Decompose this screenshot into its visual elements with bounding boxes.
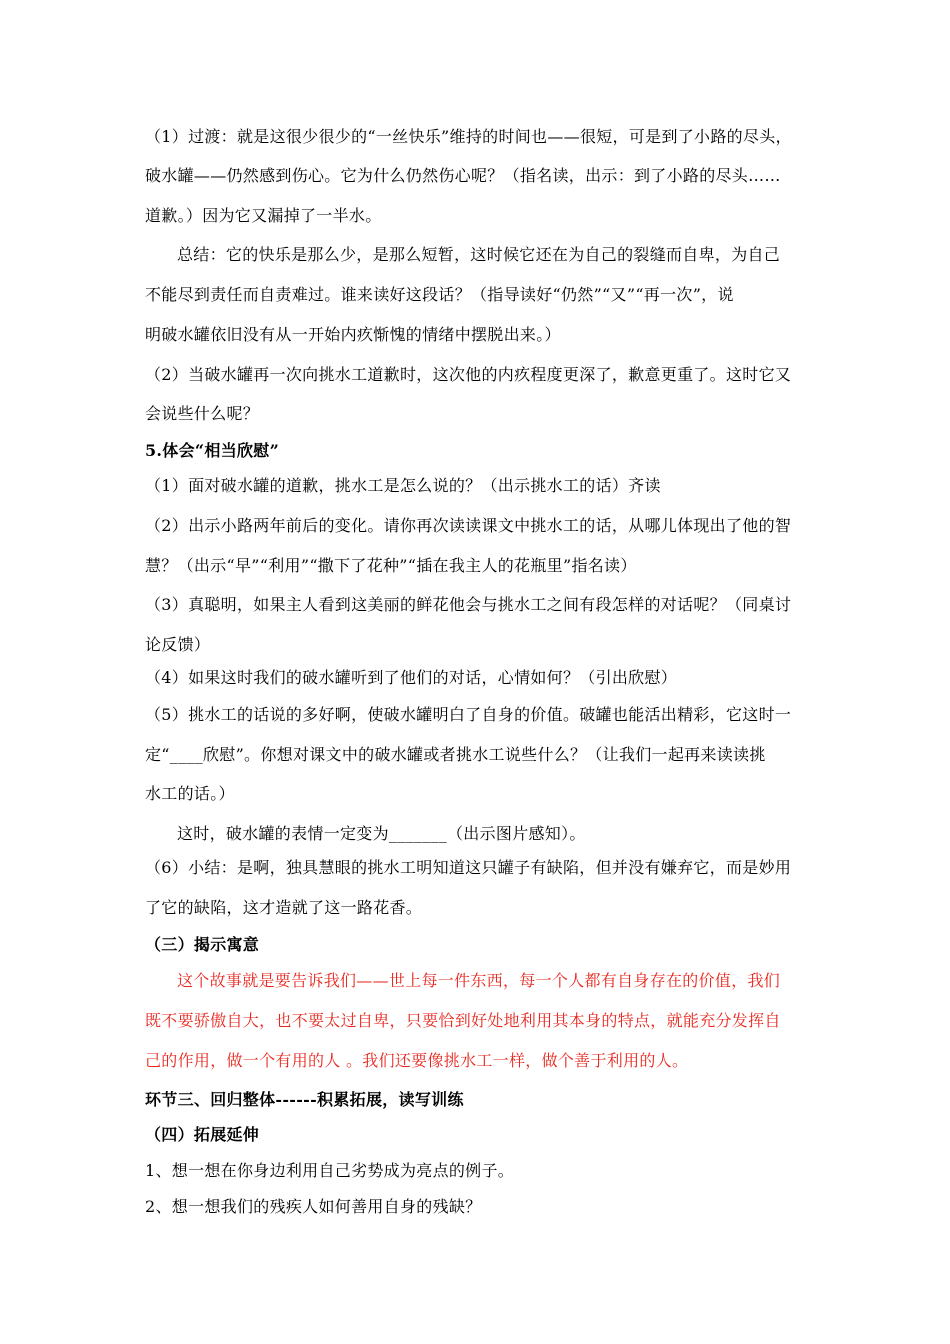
paragraph-line: 慧？（出示“早”“利用”“撒下了花种”“插在我主人的花瓶里”指名读） xyxy=(145,556,637,575)
paragraph-line: 总结：它的快乐是那么少，是那么短暂，这时候它还在为自己的裂缝而自卑，为自己 xyxy=(177,245,781,264)
paragraph-line: （2）出示小路两年前后的变化。请你再次读读课文中挑水工的话，从哪儿体现出了他的智 xyxy=(145,516,792,535)
moral-line: 这个故事就是要告诉我们——世上每一件东西，每一个人都有自身存在的价值，我们 xyxy=(177,971,781,990)
section-heading: （三）揭示寓意 xyxy=(145,935,260,954)
paragraph-line: 道歉。）因为它又漏掉了一半水。 xyxy=(145,206,382,225)
moral-line: 既不要骄傲自大，也不要太过自卑，只要恰到好处地利用其本身的特点，就能充分发挥自 xyxy=(145,1011,781,1030)
paragraph-line: （2）当破水罐再一次向挑水工道歉时，这次他的内疚程度更深了，歉意更重了。这时它又 xyxy=(145,365,792,384)
paragraph-line: （1）过渡：就是这很少很少的“一丝快乐”维持的时间也——很短，可是到了小路的尽头， xyxy=(145,127,792,146)
paragraph-line: （3）真聪明，如果主人看到这美丽的鲜花他会与挑水工之间有段怎样的对话呢？（同桌讨 xyxy=(145,595,792,614)
paragraph-line: （6）小结：是啊，独具慧眼的挑水工明知道这只罐子有缺陷，但并没有嫌弃它，而是妙用 xyxy=(145,858,792,877)
paragraph-line: 不能尽到责任而自责难过。谁来读好这段话？（指导读好“仍然”“又”“再一次”，说 xyxy=(145,285,734,304)
section-heading: （四）拓展延伸 xyxy=(145,1125,260,1144)
paragraph-line: 会说些什么呢？ xyxy=(145,404,260,423)
list-item: 2、想一想我们的残疾人如何善用自身的残缺？ xyxy=(145,1197,482,1216)
section-heading: 环节三、回归整体------积累拓展，读写训练 xyxy=(145,1090,464,1109)
paragraph-line: （1）面对破水罐的道歉，挑水工是怎么说的？（出示挑水工的话）齐读 xyxy=(145,476,661,495)
paragraph-line: 定“____欣慰”。你想对课文中的破水罐或者挑水工说些什么？（让我们一起再来读读挑 xyxy=(145,745,766,764)
list-item: 1、想一想在你身边利用自己劣势成为亮点的例子。 xyxy=(145,1161,515,1180)
moral-line: 己的作用，做一个有用的人 。我们还要像挑水工一样，做个善于利用的人。 xyxy=(145,1051,689,1070)
paragraph-line: 论反馈） xyxy=(145,635,211,654)
paragraph-line: 破水罐——仍然感到伤心。它为什么仍然伤心呢？（指名读，出示：到了小路的尽头…… xyxy=(145,166,781,185)
paragraph-line: 水工的话。） xyxy=(145,784,235,803)
paragraph-line: 这时，破水罐的表情一定变为_______（出示图片感知）。 xyxy=(177,824,586,843)
paragraph-line: （5）挑水工的话说的多好啊，使破水罐明白了自身的价值。破罐也能活出精彩，它这时一 xyxy=(145,705,792,724)
section-heading: 5.体会“相当欣慰” xyxy=(145,441,280,460)
paragraph-line: 了它的缺陷，这才造就了这一路花香。 xyxy=(145,898,423,917)
paragraph-line: 明破水罐依旧没有从一开始内疚惭愧的情绪中摆脱出来。） xyxy=(145,325,561,344)
paragraph-line: （4）如果这时我们的破水罐听到了他们的对话，心情如何？（引出欣慰） xyxy=(145,668,678,687)
